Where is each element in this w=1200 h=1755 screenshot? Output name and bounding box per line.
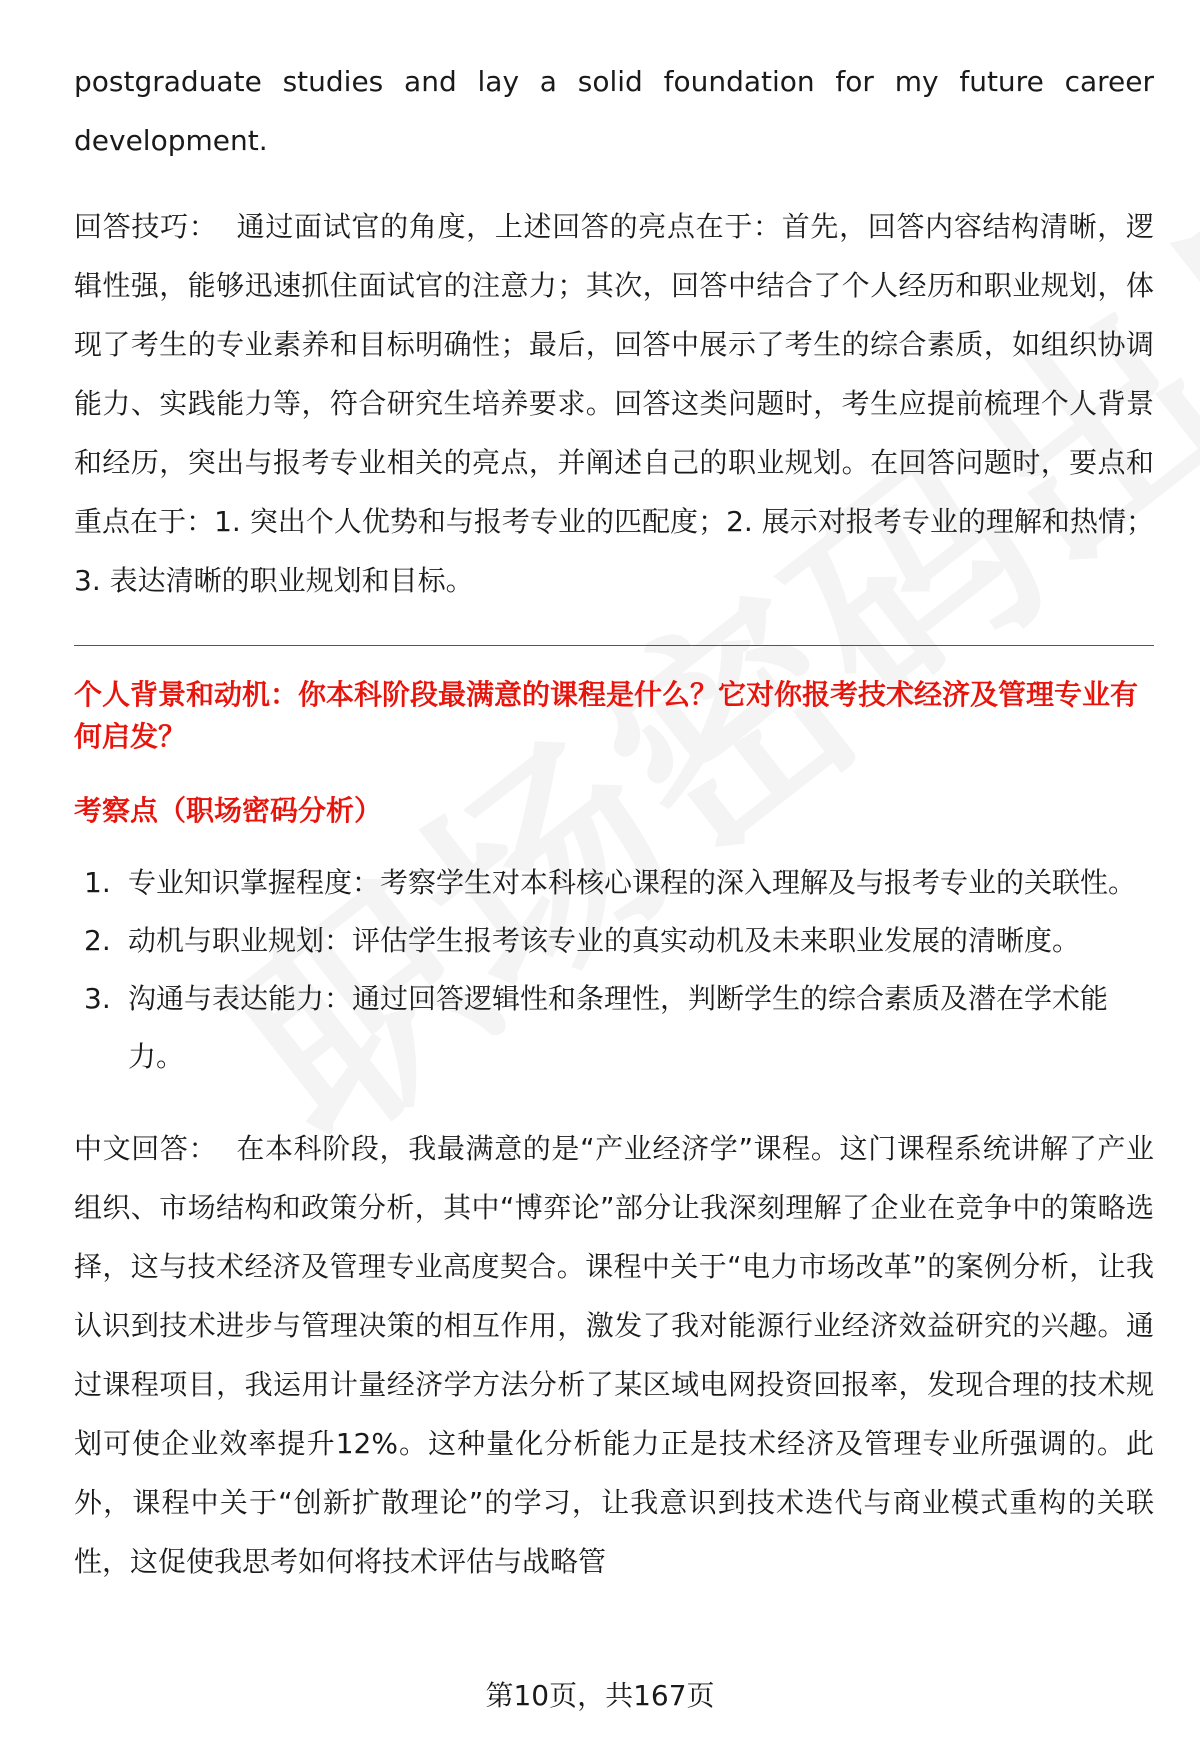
list-item-text: 动机与职业规划：评估学生报考该专业的真实动机及未来职业发展的清晰度。 [128,924,1081,957]
question-heading: 个人背景和动机：你本科阶段最满意的课程是什么？它对你报考技术经济及管理专业有何启发？ [74,678,1139,753]
assessment-points-list [74,854,1154,1086]
intro-paragraph: postgraduate studies and lay a solid foundation for my future career development. [74,65,1154,157]
list-item [74,970,1154,1086]
list-item-number: 3. [84,982,111,1015]
assessment-points-title: 考察点（职场密码分析） [74,794,383,827]
section-divider [74,645,1154,646]
page-number-footer: 第10页，共167页 [485,1679,715,1712]
list-item [74,912,1154,970]
answer-label: 中文回答： [74,1132,218,1165]
answer-paragraph [74,1119,1154,1591]
list-item [74,854,1154,912]
answer-text: 在本科阶段，我最满意的是“产业经济学”课程。这门课程系统讲解了产业组织、市场结构和政策分析，其中“博弈论”部分让我深刻理解了企业在竞争中的策略选择，这与技术经济及管理专业高度契合。课程中关于“电力市场改革”的案例分析，让我认识到技术进步与管理决策的相互作用，激发了我对能源行业经济效益研究的兴趣。通过课程项目，我运用计量经济学方法分析了某区域电网投资回报率，发现合理的技术规划可使企业效率提升12%。这种量化分析能力正是技术经济及管理专业所强调的。此外，课程中关于“创新扩散理论”的学习，让我意识到技术迭代与商业模式重构的关联性，这促使我思考如何将技术评估与战略管 [74,1132,1154,1578]
list-item-text: 专业知识掌握程度：考察学生对本科核心课程的深入理解及与报考专业的关联性。 [128,866,1137,899]
tips-paragraph [74,197,1154,610]
page-content [74,52,1154,1591]
list-item-number: 2. [84,924,111,957]
list-item-number: 1. [84,866,111,899]
tips-label: 回答技巧： [74,210,218,243]
tips-text: 通过面试官的角度，上述回答的亮点在于：首先，回答内容结构清晰，逻辑性强，能够迅速抓住面试官的注意力；其次，回答中结合了个人经历和职业规划，体现了考生的专业素养和目标明确性；最后，回答中展示了考生的综合素质，如组织协调能力、实践能力等，符合研究生培养要求。回答这类问题时，考生应提前梳理个人背景和经历，突出与报考专业相关的亮点，并阐述自己的职业规划。在回答问题时，要点和重点在于：1. 突出个人优势和与报考专业的匹配度；2. 展示对报考专业的理解和热情；3. 表达清晰的职业规划和目标。 [74,210,1154,597]
list-item-text: 沟通与表达能力：通过回答逻辑性和条理性，判断学生的综合素质及潜在学术能力。 [128,982,1109,1073]
